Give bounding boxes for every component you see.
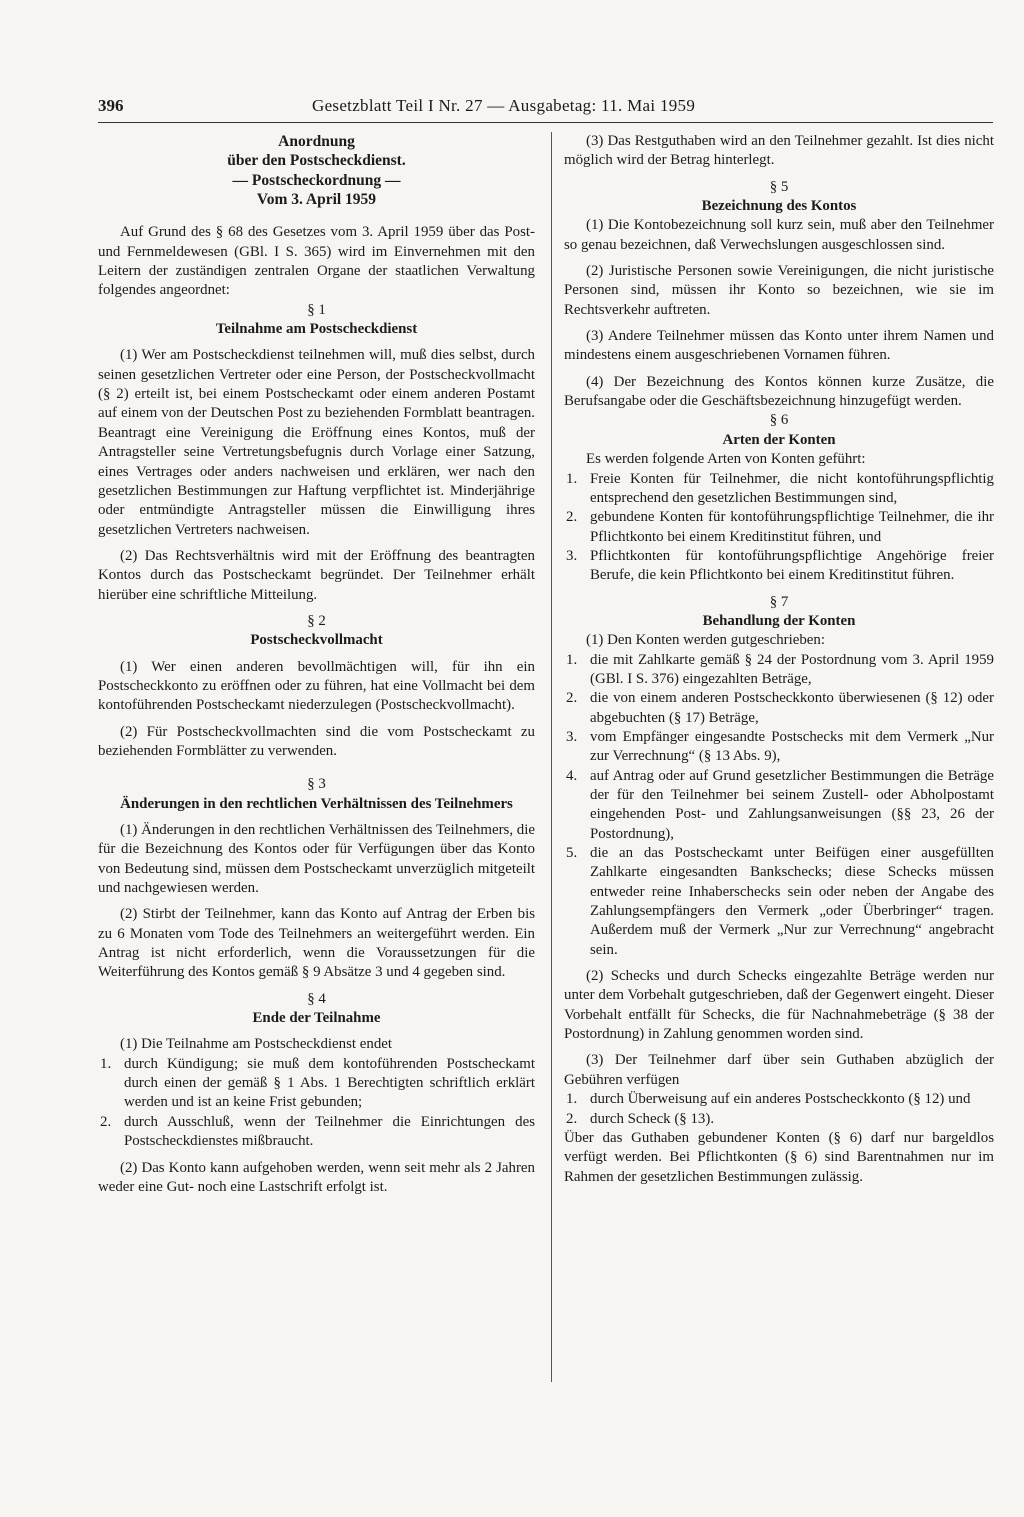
document-subtitle: über den Postscheckdienst.: [227, 152, 406, 170]
paragraph: Über das Guthaben gebundener Konten (§ 6) darf nur bargeldlos verfügt werden. Bei Pflichtkonten (§ 6) sind Barentnahmen nur im Rahmen der gesetzlichen Bestimmungen zulässig.: [564, 1129, 994, 1185]
paragraph: (1) Wer einen anderen bevollmächtigen will, für ihn ein Postscheckkonto zu eröffnen oder zu führen, hat eine Vollmacht bei dem kontoführenden Postscheckamt niederzulegen (Postscheckvollmacht).: [98, 658, 535, 714]
section-number: § 7: [769, 593, 789, 610]
list-text: die an das Postscheckamt unter Beifügen einer ausgefüllten Zahlkarte eingesandten Bankschecks; diese Schecks müssen entweder reine Inhaberschecks sein oder neben der Angabe des Zahlungsempfängers den Vermerk „oder Überbringer“ tragen. Außerdem muß der Vermerk „Nur zur Verrechnung“ angebracht sein.: [590, 845, 994, 958]
list-item: [564, 844, 994, 960]
list-item: [564, 508, 994, 547]
right-column: [564, 132, 994, 1187]
numbered-list: [564, 1090, 994, 1129]
preamble: Auf Grund des § 68 des Gesetzes vom 3. April 1959 über das Post- und Fernmeldewesen (GBl. I S. 365) wird im Einvernehmen mit den Leitern der zuständigen zentralen Organe der staatlichen Verwaltung folgendes angeordnet:: [98, 224, 535, 299]
section-title: Behandlung der Konten: [702, 612, 856, 629]
list-item: [98, 1055, 535, 1113]
paragraph: (1) Den Konten werden gutgeschrieben:: [586, 632, 825, 649]
list-number: 3.: [566, 728, 578, 745]
list-text: die von einem anderen Postscheckkonto überwiesenen (§ 12) oder abgebuchten (§ 17) Beträge,: [590, 690, 994, 726]
document-short-title: — Postscheckordnung —: [232, 171, 401, 189]
numbered-list: [564, 470, 994, 586]
list-text: durch Ausschluß, wenn der Teilnehmer die Einrichtungen des Postscheckdienstes mißbraucht.: [124, 1113, 535, 1150]
section-title: Teilnahme am Postscheckdienst: [215, 321, 418, 338]
section-number: § 2: [307, 612, 326, 629]
document-title: Anordnung: [278, 133, 355, 150]
numbered-list: [98, 1055, 535, 1152]
section-number: § 1: [307, 301, 326, 318]
page-header: [98, 93, 993, 119]
section-title: Arten der Konten: [722, 431, 836, 448]
section-number: § 3: [307, 776, 326, 793]
list-text: durch Kündigung; sie muß dem kontoführenden Postscheckamt durch einen der gemäß § 1 Abs. 1 Berechtigten schriftlich erklärt werden und ist an keine Frist gebunden;: [124, 1055, 535, 1111]
paragraph: (1) Die Teilnahme am Postscheckdienst endet: [120, 1036, 393, 1053]
list-number: 4.: [566, 767, 578, 784]
list-number: 2.: [566, 690, 578, 707]
paragraph: (3) Der Teilnehmer darf über sein Guthaben abzüglich der Gebühren verfügen: [564, 1052, 994, 1088]
paragraph: (1) Die Kontobezeichnung soll kurz sein, muß aber den Teilnehmer so genau bezeichnen, daß Verwechslungen ausgeschlossen sind.: [564, 217, 994, 253]
paragraph: (4) Der Bezeichnung des Kontos können kurze Zusätze, die Berufsangabe oder die Geschäftsbezeichnung hinzugefügt werden.: [564, 373, 994, 410]
list-text: auf Antrag oder auf Grund gesetzlicher Bestimmungen die Beträge der für den Teilnehmer bei seinem Zustell- oder Abholpostamt eingehenden Post- und Zahlungsanweisungen (§§ 23, 26 der Postordnung),: [590, 767, 994, 842]
section-number: § 6: [769, 412, 789, 429]
paragraph: (2) Für Postscheckvollmachten sind die vom Postscheckamt zu beziehenden Formblätter zu verwenden.: [98, 723, 535, 759]
paragraph: Es werden folgende Arten von Konten geführt:: [586, 451, 866, 468]
list-number: 1.: [100, 1055, 112, 1072]
paragraph: (2) Das Konto kann aufgehoben werden, wenn seit mehr als 2 Jahren weder eine Gut- noch eine Lastschrift erfolgt ist.: [98, 1159, 535, 1195]
list-item: [564, 470, 994, 509]
column-divider: [551, 132, 552, 1382]
left-column: [98, 132, 535, 1197]
list-item: [564, 689, 994, 728]
page-number: 396: [98, 96, 124, 115]
list-text: durch Überweisung auf ein anderes Postscheckkonto (§ 12) und: [590, 1091, 971, 1108]
list-text: die mit Zahlkarte gemäß § 24 der Postordnung vom 3. April 1959 (GBl. I S. 376) eingezahlten Beträge,: [590, 651, 994, 687]
paragraph: (3) Andere Teilnehmer müssen das Konto unter ihrem Namen und mindestens einem ausgeschriebenen Vornamen führen.: [564, 328, 994, 364]
document-date: Vom 3. April 1959: [256, 191, 377, 209]
list-number: 5.: [566, 845, 578, 862]
list-item: [564, 651, 994, 690]
paragraph: (2) Schecks und durch Schecks eingezahlte Beträge werden nur unter dem Vorbehalt gutgeschrieben, daß der Gegenwert eingeht. Dieser Vorbehalt entfällt für Schecks, die für Nachnahmebeträge (§ 38 der Postordnung) in Zahlung genommen worden sind.: [564, 968, 994, 1043]
paragraph: (2) Stirbt der Teilnehmer, kann das Konto auf Antrag der Erben bis zu 6 Monaten vom Tode des Teilnehmers an weitergeführt werden. Ein Antrag ist nicht erforderlich, wenn die Voraussetzungen für die Weiterführung des Kontos gemäß § 9 Absätze 3 und 4 gegeben sind.: [98, 906, 535, 981]
list-text: Freie Konten für Teilnehmer, die nicht kontoführungspflichtig entsprechend den gesetzlichen Bestimmungen sind,: [590, 470, 994, 506]
paragraph: (2) Juristische Personen sowie Vereinigungen, die nicht juristische Personen sind, müssen ihr Konto so bezeichnen, wie sie im Rechtsverkehr auftreten.: [564, 263, 994, 318]
paragraph: (2) Das Rechtsverhältnis wird mit der Eröffnung des beantragten Kontos durch das Postscheckamt begründet. Der Teilnehmer erhält hierüber eine schriftliche Mitteilung.: [98, 547, 535, 603]
header-rule: [98, 122, 993, 123]
section-number: § 5: [769, 178, 789, 195]
list-item: [564, 728, 994, 767]
paragraph: (3) Das Restguthaben wird an den Teilnehmer gezahlt. Ist dies nicht möglich wird der Betrag hinterlegt.: [564, 133, 994, 169]
section-number: § 4: [307, 990, 326, 1007]
list-item: [564, 1110, 994, 1129]
section-title: Bezeichnung des Kontos: [701, 198, 857, 215]
list-item: [564, 767, 994, 844]
paragraph: (1) Wer am Postscheckdienst teilnehmen will, muß dies selbst, durch seinen gesetzlichen Vertreter oder eine Person, der Postscheckvollmacht (§ 2) erteilt ist, bei einem Postscheckamt oder einem anderen Postamt auf einem von der Deutschen Post zu beziehenden Formblatt beantragen. Beantragt eine Vereinigung die Eröffnung eines Kontos, muß der Antragsteller seine Vertretungsbefugnis durch Vorlage einer Satzung, eines Vertrages oder anders nachweisen und erklären, wer nach den gesetzlichen Bestimmungen zur Haftung verpflichtet ist. Minderjährige oder entmündigte Antragsteller müssen die Einwilligung ihres gesetzlichen Vertreters nachweisen.: [98, 347, 535, 538]
list-number: 1.: [566, 1091, 578, 1108]
list-number: 2.: [100, 1113, 112, 1130]
numbered-list: [564, 651, 994, 961]
list-number: 1.: [566, 651, 578, 668]
paragraph: (1) Änderungen in den rechtlichen Verhältnissen des Teilnehmers, die für die Bezeichnung des Kontos oder für Verfügungen über das Konto von Bedeutung sind, müssen dem Postscheckamt unverzüglich mitgeteilt und nachgewiesen werden.: [98, 822, 535, 897]
list-text: Pflichtkonten für kontoführungspflichtige Angehörige freier Berufe, die kein Pflichtkonto bei einem Kreditinstitut führen.: [590, 547, 994, 584]
gazette-title: Gesetzblatt Teil I Nr. 27 — Ausgabetag: 11. Mai 1959: [312, 96, 696, 115]
section-title: Ende der Teilnahme: [252, 1010, 381, 1027]
list-item: [98, 1113, 535, 1152]
list-text: vom Empfänger eingesandte Postschecks mit dem Vermerk „Nur zur Verrechnung“ (§ 13 Abs. 9),: [590, 728, 994, 765]
section-title: Änderungen in den rechtlichen Verhältnissen des Teilnehmers: [120, 795, 513, 812]
list-item: [564, 1090, 994, 1109]
section-title: Postscheckvollmacht: [250, 632, 383, 649]
list-item: [564, 547, 994, 586]
list-number: 2.: [566, 509, 578, 526]
list-number: 1.: [566, 470, 578, 487]
list-text: gebundene Konten für kontoführungspflichtige Teilnehmer, die ihr Pflichtkonto bei einem Kreditinstitut führen, und: [590, 509, 994, 545]
list-text: durch Scheck (§ 13).: [590, 1110, 715, 1127]
list-number: 3.: [566, 547, 578, 564]
list-number: 2.: [566, 1110, 578, 1127]
